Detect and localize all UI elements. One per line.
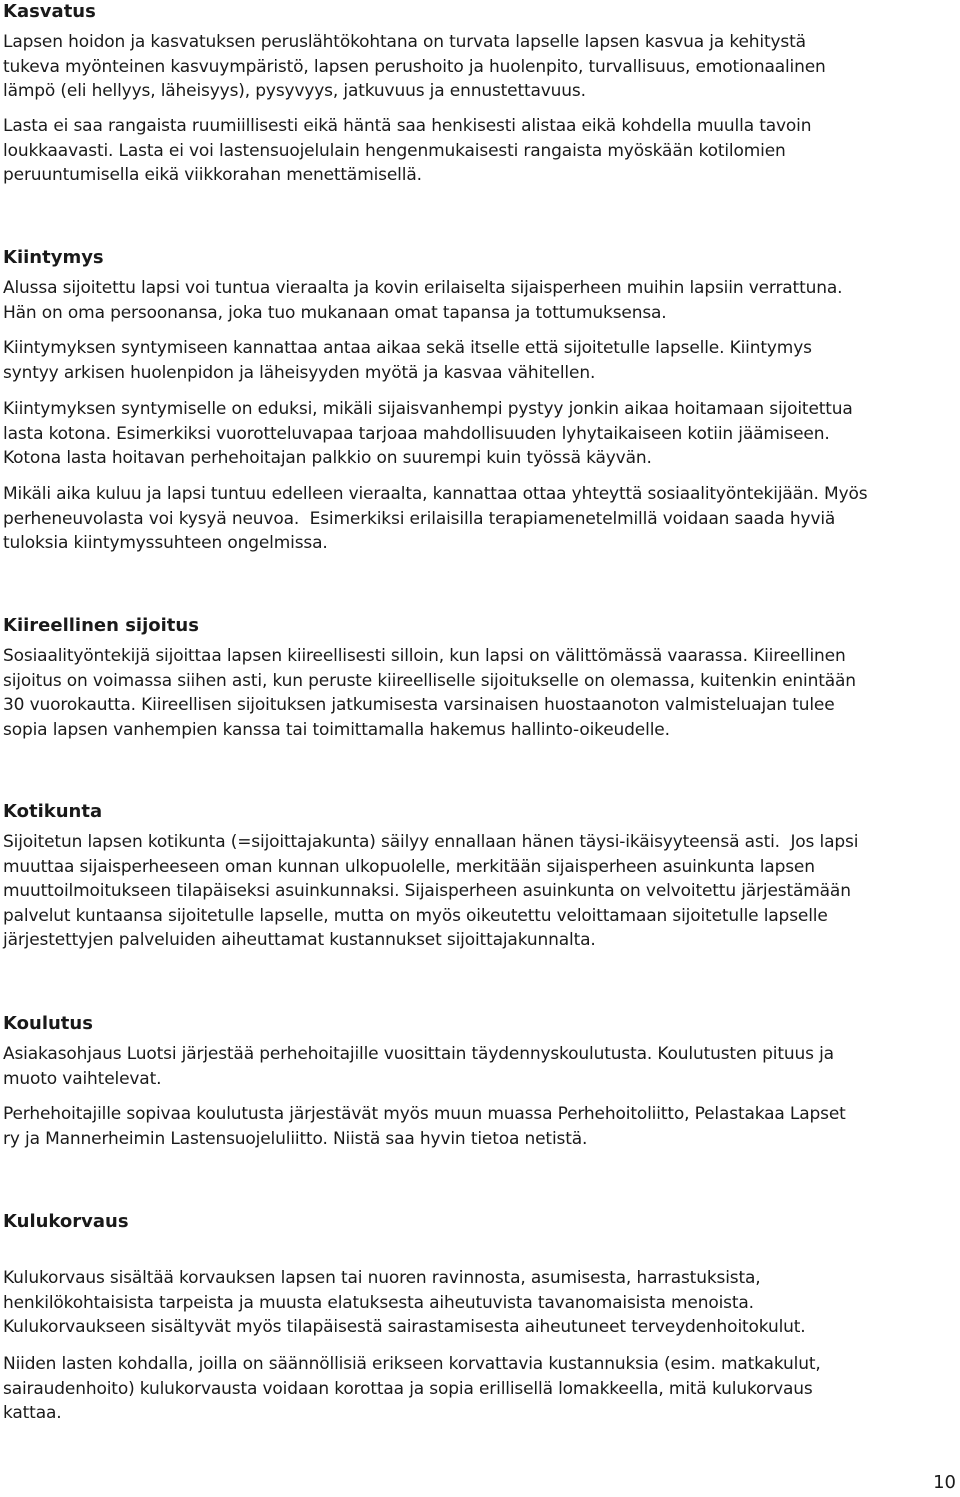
text-line: 30 vuorokautta. Kiireellisen sijoituksen jatkumisesta varsinaisen huostaanoton valmisteluajan tulee: [3, 695, 835, 715]
paragraph: [3, 1042, 834, 1091]
paragraph: [3, 1102, 846, 1151]
paragraph: [3, 1266, 806, 1340]
text-line: muoto vaihtelevat.: [3, 1068, 162, 1089]
text-line: perheneuvolasta voi kysyä neuvoa. Esimerkiksi erilaisilla terapiamenetelmillä voidaan saada hyviä: [3, 508, 836, 529]
section-heading: Kiireellinen sijoitus: [3, 615, 199, 636]
text-line: lasta kotona. Esimerkiksi vuorotteluvapaa tarjoaa mahdollisuuden lyhytaikaiseen kotiin jäämiseen.: [3, 423, 830, 444]
section-heading: Kulukorvaus: [3, 1211, 129, 1232]
text-line: sijoitus on voimassa siihen asti, kun peruste kiireelliselle sijoitukselle on olemassa, kuitenkin enintään: [3, 670, 856, 691]
text-line: muuttaa sijaisperheeseen oman kunnan ulkopuolelle, merkitään sijaisperheen asuinkunta lapsen: [3, 856, 815, 877]
text-line: sopia lapsen vanhempien kanssa tai toimittamalla hakemus hallinto-oikeudelle.: [3, 719, 670, 740]
text-line: Perhehoitajille sopivaa koulutusta järjestävät myös muun muassa Perhehoitoliitto, Pelastakaa Lapset: [3, 1104, 846, 1124]
text-line: Lasta ei saa rangaista ruumiillisesti eikä häntä saa henkisesti alistaa eikä kohdella muulla tavoin: [3, 116, 812, 136]
text-line: Asiakasohjaus Luotsi järjestää perhehoitajille vuosittain täydennyskoulutusta. Koulutusten pituus ja: [3, 1044, 834, 1064]
section-heading: Kasvatus: [3, 1, 96, 22]
text-line: Kiintymyksen syntymiseen kannattaa antaa aikaa sekä itselle että sijoitetulle lapselle. Kiintymys: [3, 338, 812, 358]
text-line: Lapsen hoidon ja kasvatuksen peruslähtökohtana on turvata lapselle lapsen kasvua ja kehitystä: [3, 32, 806, 52]
text-line: järjestettyjen palveluiden aiheuttamat kustannukset sijoittajakunnalta.: [3, 930, 596, 950]
text-line: syntyy arkisen huolenpidon ja läheisyyden myötä ja kasvaa vähitellen.: [3, 362, 596, 383]
text-line: tukeva myönteinen kasvuympäristö, lapsen perushoito ja huolenpito, turvallisuus, emotionaalinen: [3, 56, 826, 77]
paragraph: [3, 482, 867, 556]
paragraph: [3, 830, 858, 953]
text-line: Mikäli aika kuluu ja lapsi tuntuu edelleen vieraalta, kannattaa ottaa yhteyttä sosiaalityöntekijään. Myös: [3, 484, 868, 504]
text-line: ry ja Mannerheimin Lastensuojeluliitto. Niistä saa hyvin tietoa netistä.: [3, 1128, 588, 1149]
text-line: Niiden lasten kohdalla, joilla on säännöllisiä erikseen korvattavia kustannuksia (esim. matkakulut,: [3, 1354, 821, 1374]
section-heading: Kotikunta: [3, 801, 103, 822]
text-line: Kiintymyksen syntymiselle on eduksi, mikäli sijaisvanhempi pystyy jonkin aikaa hoitamaan sijoitettua: [3, 399, 853, 419]
paragraph: [3, 30, 826, 104]
paragraph: [3, 276, 842, 325]
section-heading: Koulutus: [3, 1013, 93, 1034]
text-line: muuttoilmoitukseen tilapäiseksi asuinkunnaksi. Sijaisperheen asuinkunta on velvoitettu järjestämään: [3, 881, 851, 901]
text-line: henkilökohtaisista tarpeista ja muusta elatuksesta aiheutuvista tavanomaisista menoista.: [3, 1292, 754, 1313]
text-line: Kulukorvaukseen sisältyvät myös tilapäisestä sairastamisesta aiheutuneet terveydenhoitokulut.: [3, 1317, 806, 1337]
text-line: lämpö (eli hellyys, läheisyys), pysyvyys, jatkuvuus ja ennustettavuus.: [3, 81, 586, 101]
text-line: Hän on oma persoonansa, joka tuo mukanaan omat tapansa ja tottumuksensa.: [3, 302, 667, 323]
page-number: 10: [933, 1472, 956, 1493]
text-line: Kulukorvaus sisältää korvauksen lapsen tai nuoren ravinnosta, asumisesta, harrastuksista,: [3, 1268, 761, 1288]
text-line: sairaudenhoito) kulukorvausta voidaan korottaa ja sopia erillisellä lomakkeella, mitä kulukorvaus: [3, 1378, 813, 1399]
text-line: loukkaavasti. Lasta ei voi lastensuojelulain hengenmukaisesti rangaista myöskään kotilomien: [3, 140, 786, 161]
paragraph: [3, 336, 812, 385]
text-line: Sosiaalityöntekijä sijoittaa lapsen kiireellisesti silloin, kun lapsi on välittömässä vaarassa. Kiireellinen: [3, 646, 846, 666]
text-line: Alussa sijoitettu lapsi voi tuntua vieraalta ja kovin erilaiselta sijaisperheen muihin lapsiin verrattuna.: [3, 278, 843, 298]
text-line: Sijoitetun lapsen kotikunta (=sijoittajakunta) säilyy ennallaan hänen täysi-ikäisyyteensä asti. Jos lapsi: [3, 832, 859, 852]
text-line: tuloksia kiintymyssuhteen ongelmissa.: [3, 533, 328, 553]
text-line: Kotona lasta hoitavan perhehoitajan palkkio on suurempi kuin työssä käyvän.: [3, 448, 652, 468]
text-line: peruuntumisella eikä viikkorahan menettämisellä.: [3, 165, 422, 185]
paragraph: [3, 397, 853, 471]
paragraph: [3, 114, 811, 188]
text-line: palvelut kuntaansa sijoitetulle lapselle, mutta on myös oikeutettu veloittamaan sijoitetulle lapselle: [3, 905, 828, 926]
text-line: kattaa.: [3, 1403, 62, 1423]
section-heading: Kiintymys: [3, 247, 104, 268]
paragraph: [3, 644, 856, 742]
paragraph: [3, 1352, 821, 1426]
